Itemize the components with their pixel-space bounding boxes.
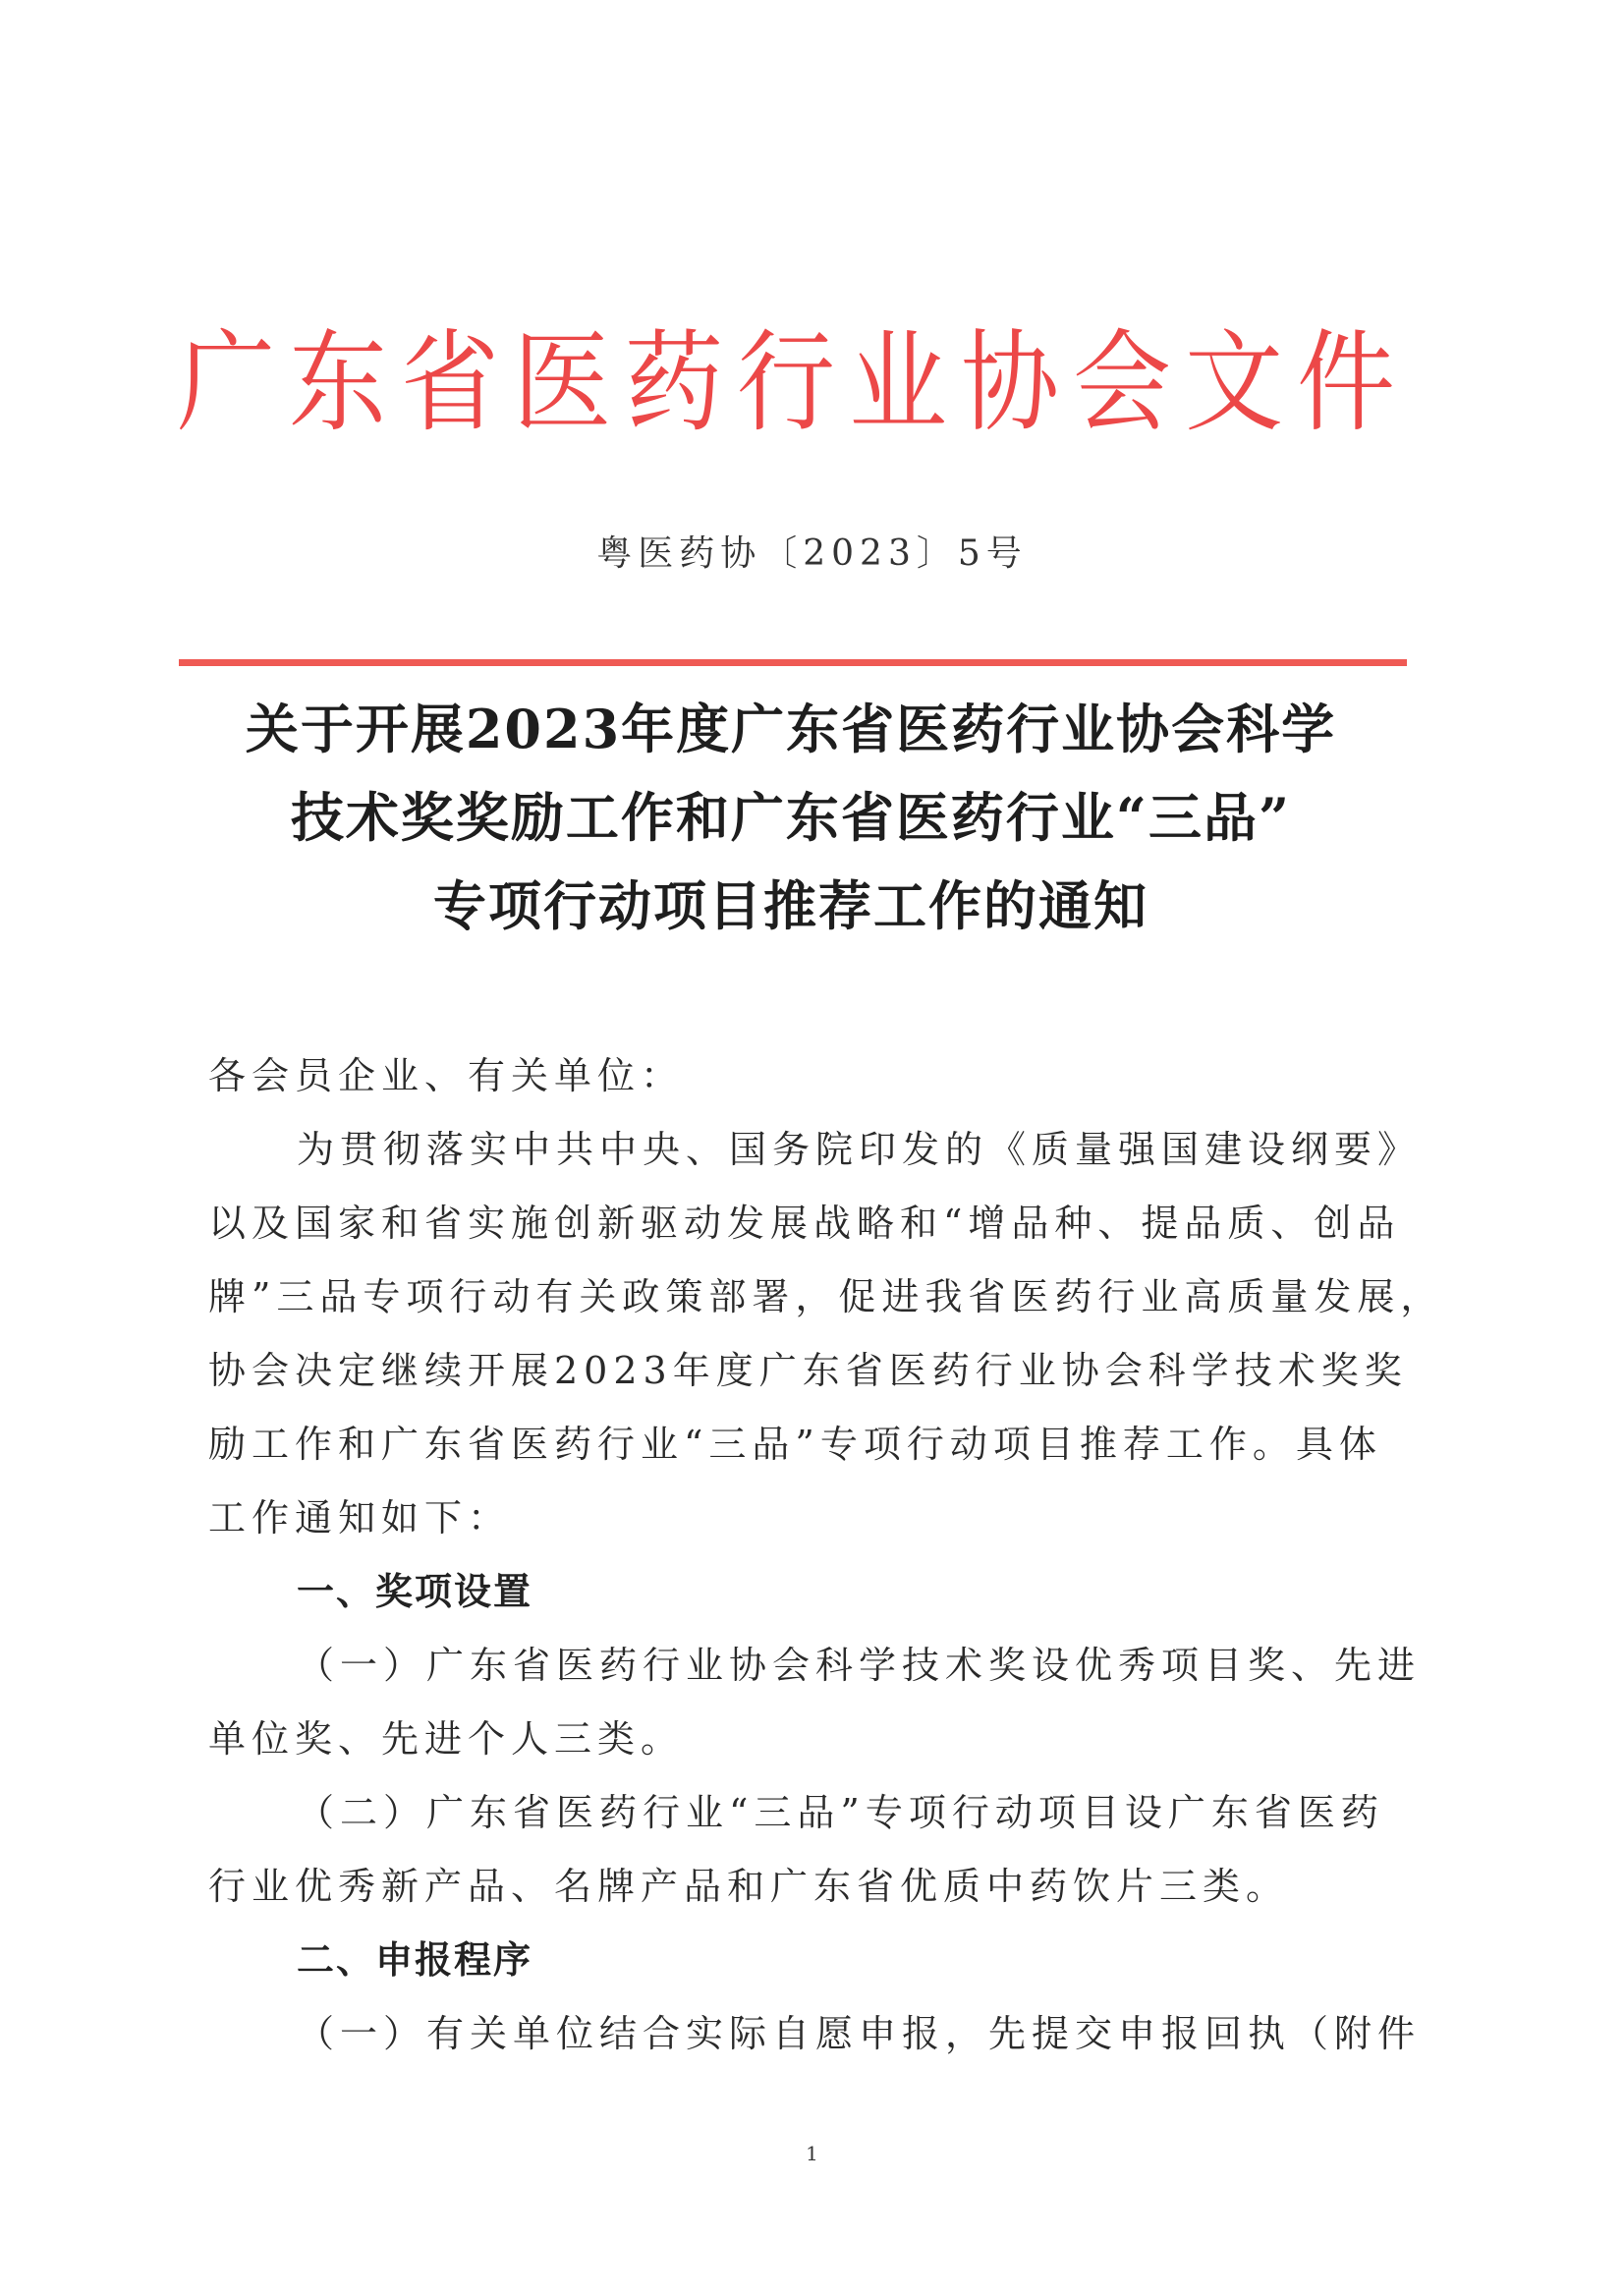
- notice-title-line-3: 专项行动项目推荐工作的通知: [433, 874, 1148, 937]
- page-number: 1: [806, 2142, 818, 2165]
- salutation: 各会员企业、有关单位：: [208, 1054, 685, 1097]
- masthead-char: 东: [289, 317, 387, 447]
- masthead-char: 协: [961, 317, 1059, 447]
- document-number: 粤医药协〔2023〕5号: [596, 533, 1028, 574]
- masthead-title: [177, 307, 1395, 461]
- section-heading-procedure: 二、申报程序: [297, 1938, 533, 1982]
- intro-line: 励工作和广东省医药行业“三品”专项行动项目推荐工作。具体: [208, 1423, 1382, 1466]
- masthead-char: 文: [1185, 317, 1283, 447]
- intro-line: 以及国家和省实施创新驱动发展战略和“增品种、提品质、创品: [208, 1202, 1401, 1245]
- section-item-line: （二）广东省医药行业“三品”专项行动项目设广东省医药: [297, 1791, 1384, 1834]
- masthead-char: 业: [849, 317, 947, 447]
- intro-line: 协会决定继续开展2023年度广东省医药行业协会科学技术奖奖: [208, 1349, 1408, 1392]
- section-heading-awards: 一、奖项设置: [297, 1570, 533, 1613]
- section-item-line: 行业优秀新产品、名牌产品和广东省优质中药饮片三类。: [208, 1865, 1290, 1908]
- section-item-line: （一）广东省医药行业协会科学技术奖设优秀项目奖、先进: [297, 1644, 1422, 1687]
- intro-line: 工作通知如下：: [208, 1496, 512, 1539]
- intro-line: 牌”三品专项行动有关政策部署，促进我省医药行业高质量发展，: [208, 1275, 1444, 1318]
- masthead-char: 广: [177, 317, 275, 447]
- intro-line: 为贯彻落实中共中央、国务院印发的《质量强国建设纲要》: [297, 1128, 1422, 1171]
- section-item-line: （一）有关单位结合实际自愿申报，先提交申报回执（附件: [297, 2012, 1422, 2055]
- red-divider: [179, 659, 1407, 666]
- masthead-char: 省: [401, 317, 499, 447]
- masthead-char: 行: [737, 317, 835, 447]
- section-item-line: 单位奖、先进个人三类。: [208, 1717, 685, 1761]
- masthead-char: 会: [1073, 317, 1171, 447]
- notice-title-line-1: 关于开展2023年度广东省医药行业协会科学: [245, 698, 1337, 760]
- masthead-char: 件: [1297, 317, 1395, 447]
- masthead-char: 药: [625, 317, 723, 447]
- masthead-char: 医: [513, 317, 611, 447]
- notice-title-line-2: 技术奖奖励工作和广东省医药行业“三品”: [290, 786, 1292, 849]
